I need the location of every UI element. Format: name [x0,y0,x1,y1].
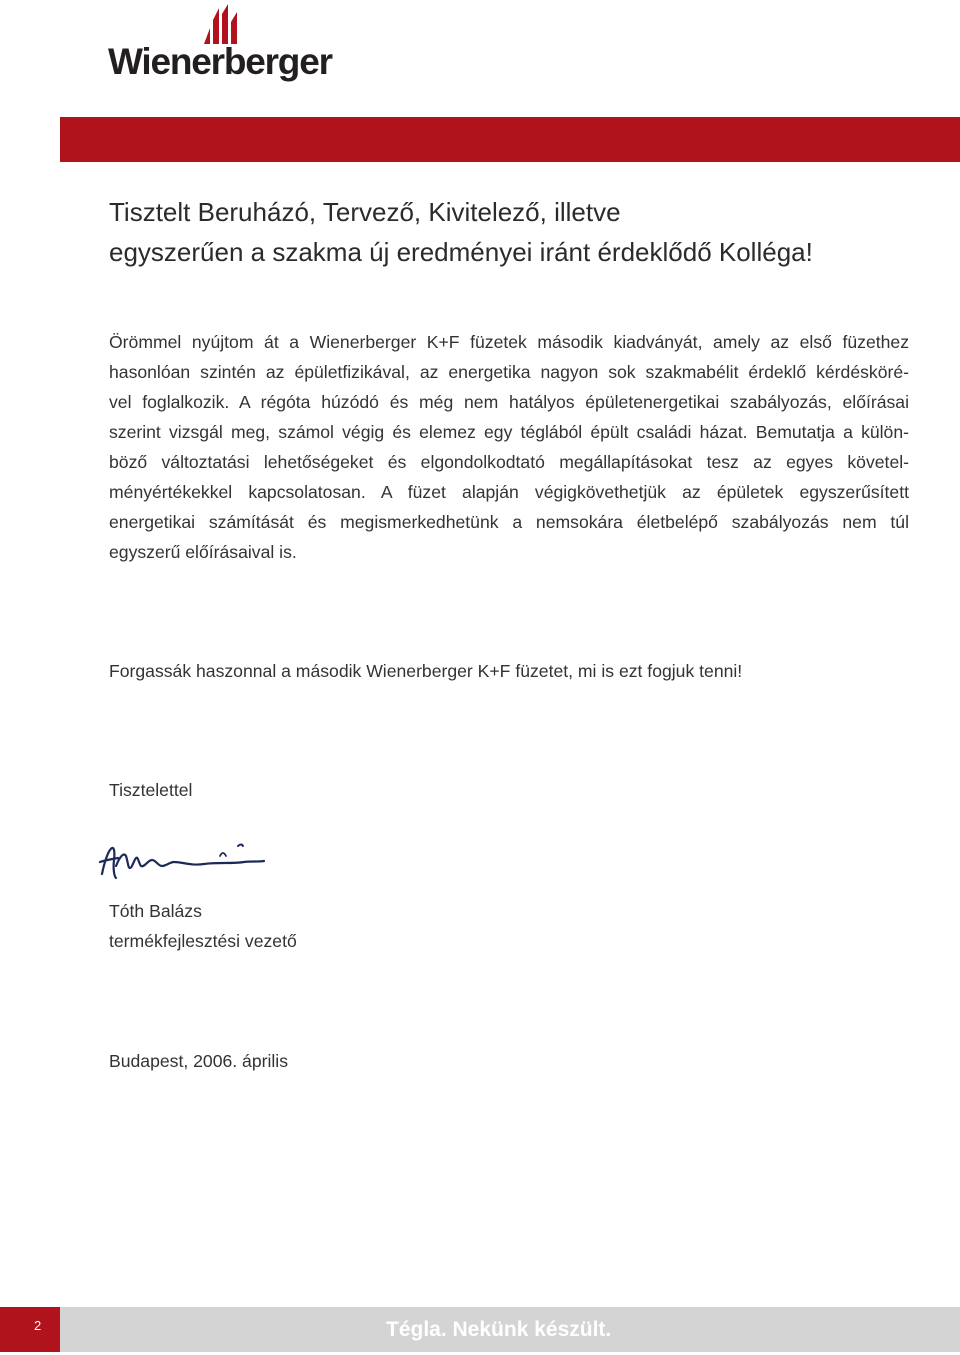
greeting-line-1: Tisztelt Beruházó, Tervező, Kivitelező, illetve [109,197,621,227]
body-line: böző változtatási lehetőségeket és elgondolkodtató megállapításokat tesz az egyes követel- [109,452,909,472]
logo-stripe-2 [213,8,219,44]
signer-title: termékfejlesztési vezető [109,931,297,951]
place-date: Budapest, 2006. április [109,1051,288,1071]
wienerberger-logo [108,4,358,84]
body-line: Örömmel nyújtom át a Wienerberger K+F füzetek második kiadványát, amely az első füzethez [109,332,909,352]
body-line: energetikai számítását és megismerkedhetünk a nemsokára életbelépő szabályozás nem túl [109,512,909,532]
body-line: vel foglalkozik. A régóta húzódó és még nem hatályos épületenergetikai szabályozás, előírásai [109,392,909,412]
body-line: hasonlóan szintén az épületfizikával, az energetika nagyon sok szakmabélit érdeklő kérdésköré- [109,362,909,382]
signer-name: Tóth Balázs [109,901,202,921]
closing-sentence: Forgassák haszonnal a második Wienerberger K+F füzetet, mi is ezt fogjuk tenni! [109,661,743,681]
page-number: 2 [34,1318,42,1333]
logo-stripe-3 [222,4,228,44]
regards: Tisztelettel [109,780,193,800]
body-paragraph [109,327,909,567]
page-number-box [0,1307,60,1352]
body-line: ményértékekkel kapcsolatosan. A füzet alapján végigkövethetjük az épületek egyszerűsített [109,482,909,502]
greeting [109,192,909,272]
greeting-line-2: egyszerűen a szakma új eredményei iránt érdeklődő Kolléga! [109,237,813,267]
logo-mark-icon [202,4,244,46]
signature-image [92,826,272,888]
signer-block [109,896,297,956]
body-line: egyszerű előírásaival is. [109,542,297,562]
logo-stripe-4 [231,12,237,44]
header-band [60,117,960,162]
logo-wordmark: Wienerberger [108,41,332,82]
footer-slogan: Tégla. Nekünk készült. [386,1318,612,1341]
body-line: szerint vizsgál meg, számol végig és elemez egy téglából épült családi házat. Bemutatja a külön- [109,422,909,442]
